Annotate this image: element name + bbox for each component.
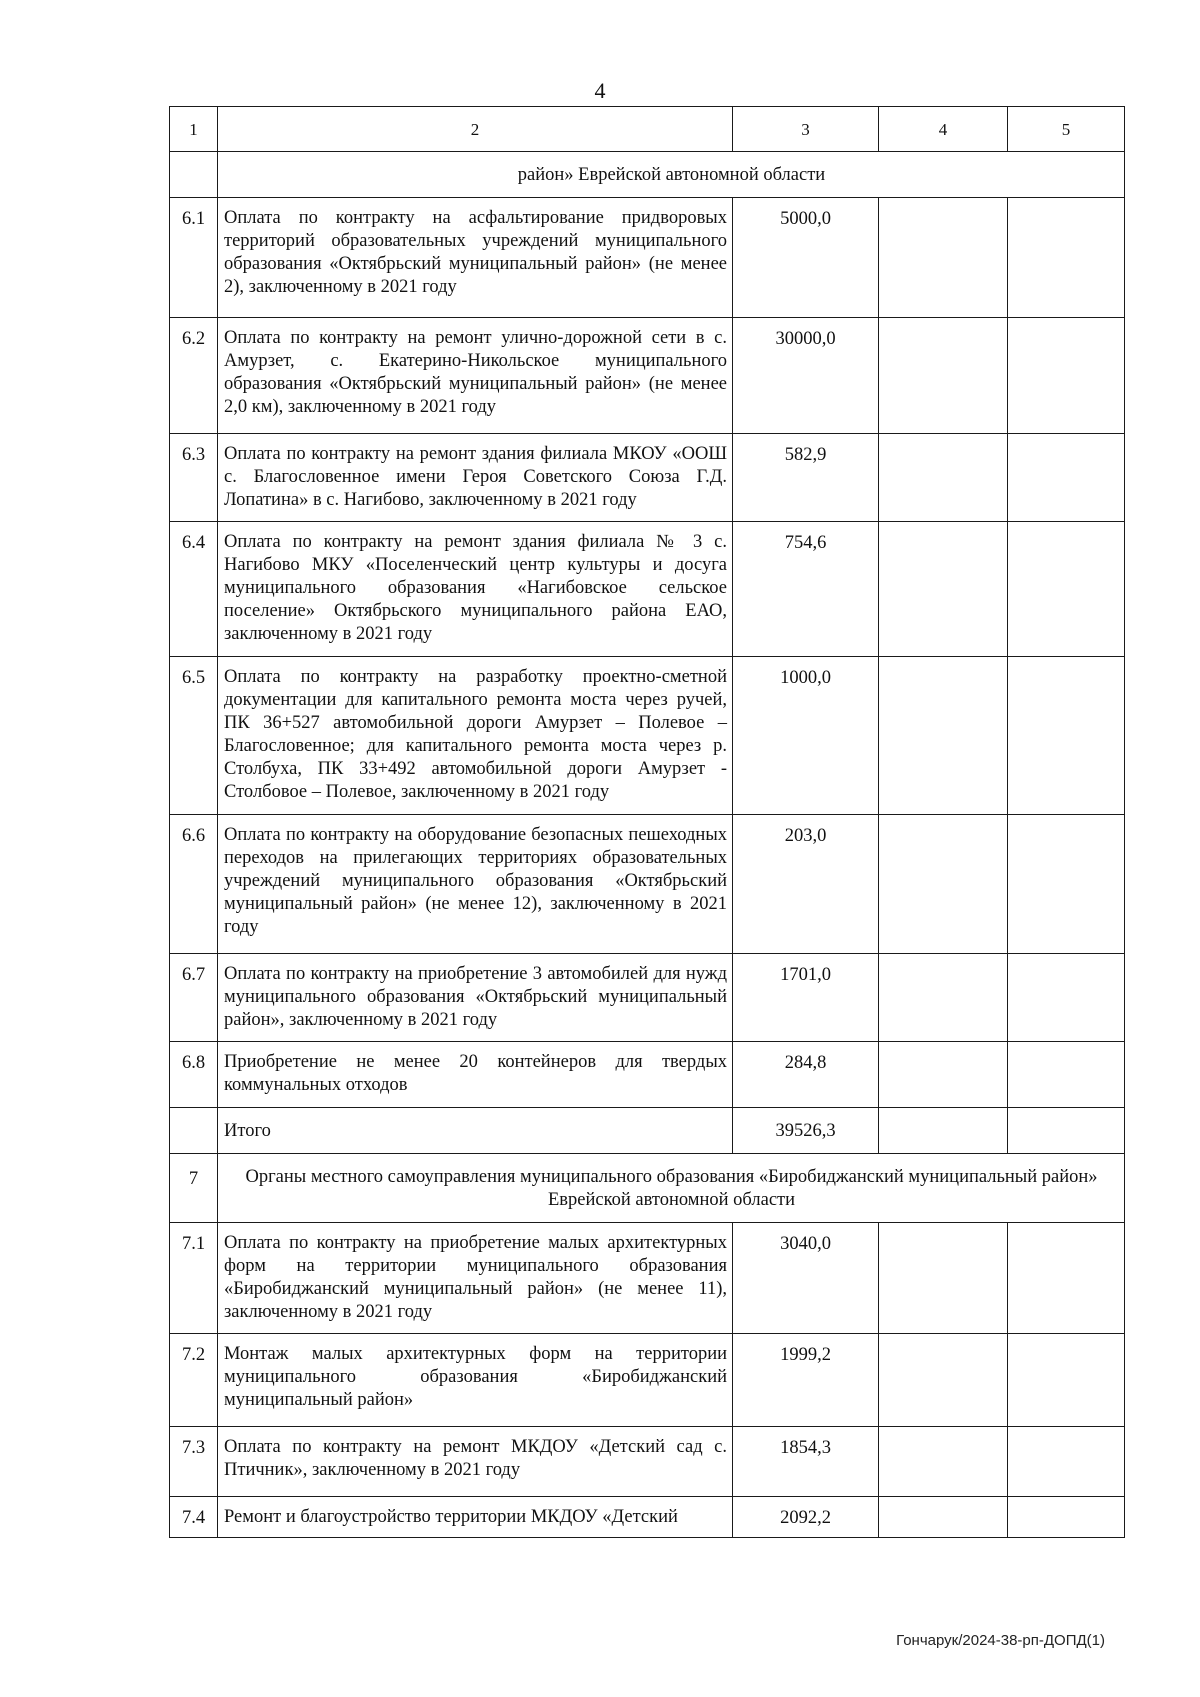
row-description: Оплата по контракту на ремонт здания филиала № 3 с. Нагибово МКУ «Поселенческий центр культуры и досуга муниципального образования «Нагибовское сельское поселение» Октябрьского муниципального района ЕАО, заключенному в 2021 году bbox=[218, 522, 733, 657]
row-description: Монтаж малых архитектурных форм на территории муниципального образования «Биробиджанский муниципальный район» bbox=[218, 1334, 733, 1427]
section-number: 7 bbox=[170, 1154, 218, 1223]
table-row bbox=[170, 954, 1125, 1042]
table-row bbox=[170, 815, 1125, 954]
row-number: 6.2 bbox=[170, 318, 218, 434]
row-number: 7.4 bbox=[170, 1497, 218, 1538]
row-description: Оплата по контракту на ремонт улично-дорожной сети в с. Амурзет, с. Екатерино-Никольское муниципального образования «Октябрьский муниципальный район» (не менее 2,0 км), заключенному в 2021 году bbox=[218, 318, 733, 434]
row-number: 6.7 bbox=[170, 954, 218, 1042]
section-title: Органы местного самоуправления муниципального образования «Биробиджанский муниципальный район» Еврейской автономной области bbox=[218, 1154, 1125, 1223]
row-amount: 1701,0 bbox=[733, 954, 879, 1042]
row-description: Оплата по контракту на оборудование безопасных пешеходных переходов на прилегающих территориях образовательных учреждений муниципального образования «Октябрьский муниципальный район» (не менее 12), заключенному в 2021 году bbox=[218, 815, 733, 954]
budget-table bbox=[169, 106, 1125, 1538]
page-number: 4 bbox=[594, 78, 606, 103]
row-number: 6.6 bbox=[170, 815, 218, 954]
table-row bbox=[170, 198, 1125, 318]
document-reference: Гончарук/2024-38-рп-ДОПД(1) bbox=[896, 1632, 1105, 1649]
header-col-3: 3 bbox=[733, 107, 879, 152]
header-col-4: 4 bbox=[879, 107, 1008, 152]
row-description: Оплата по контракту на приобретение малых архитектурных форм на территории муниципального образования «Биробиджанский муниципальный район» (не менее 11), заключенному в 2021 году bbox=[218, 1223, 733, 1334]
header-col-2: 2 bbox=[218, 107, 733, 152]
total-label: Итого bbox=[218, 1108, 733, 1154]
row-description: Оплата по контракту на приобретение 3 автомобилей для нужд муниципального образования «Октябрьский муниципальный район», заключенному в 2021 году bbox=[218, 954, 733, 1042]
header-col-1: 1 bbox=[170, 107, 218, 152]
row-amount: 203,0 bbox=[733, 815, 879, 954]
row-amount: 30000,0 bbox=[733, 318, 879, 434]
row-amount: 2092,2 bbox=[733, 1497, 879, 1538]
row-description: Оплата по контракту на ремонт МКДОУ «Детский сад с. Птичник», заключенному в 2021 году bbox=[218, 1427, 733, 1497]
row-number: 7.3 bbox=[170, 1427, 218, 1497]
header-col-5: 5 bbox=[1008, 107, 1125, 152]
row-amount: 284,8 bbox=[733, 1042, 879, 1108]
row-amount: 1999,2 bbox=[733, 1334, 879, 1427]
row-description: Оплата по контракту на разработку проектно-сметной документации для капитального ремонта моста через ручей, ПК 36+527 автомобильной дороги Амурзет – Полевое – Благословенное; для капитального ремонта моста через р. Столбуха, ПК 33+492 автомобильной дороги Амурзет - Столбовое – Полевое, заключенному в 2021 году bbox=[218, 657, 733, 815]
row-description: Ремонт и благоустройство территории МКДОУ «Детский bbox=[218, 1497, 733, 1538]
row-number: 6.5 bbox=[170, 657, 218, 815]
row-description: Оплата по контракту на ремонт здания филиала МКОУ «ООШ с. Благословенное имени Героя Советского Союза Г.Д. Лопатина» в с. Нагибово, заключенному в 2021 году bbox=[218, 434, 733, 522]
row-number: 7.1 bbox=[170, 1223, 218, 1334]
row-number: 7.2 bbox=[170, 1334, 218, 1427]
total-row bbox=[170, 1108, 1125, 1154]
table-row bbox=[170, 1334, 1125, 1427]
row-number: 6.3 bbox=[170, 434, 218, 522]
row-number: 6.8 bbox=[170, 1042, 218, 1108]
row-description: Оплата по контракту на асфальтирование придворовых территорий образовательных учреждений муниципального образования «Октябрьский муниципальный район» (не менее 2), заключенному в 2021 году bbox=[218, 198, 733, 318]
row-number: 6.4 bbox=[170, 522, 218, 657]
row-number: 6.1 bbox=[170, 198, 218, 318]
section-title: район» Еврейской автономной области bbox=[218, 152, 1125, 198]
table-row bbox=[170, 657, 1125, 815]
header-row bbox=[170, 107, 1125, 152]
table-row bbox=[170, 434, 1125, 522]
total-amount: 39526,3 bbox=[733, 1108, 879, 1154]
row-amount: 5000,0 bbox=[733, 198, 879, 318]
row-amount: 582,9 bbox=[733, 434, 879, 522]
table-row bbox=[170, 318, 1125, 434]
table-row bbox=[170, 1223, 1125, 1334]
table-row bbox=[170, 1042, 1125, 1108]
row-amount: 3040,0 bbox=[733, 1223, 879, 1334]
section-6-continuation bbox=[170, 152, 1125, 198]
table-row bbox=[170, 522, 1125, 657]
section-7-header bbox=[170, 1154, 1125, 1223]
row-amount: 1854,3 bbox=[733, 1427, 879, 1497]
row-description: Приобретение не менее 20 контейнеров для твердых коммунальных отходов bbox=[218, 1042, 733, 1108]
table-row bbox=[170, 1497, 1125, 1538]
row-amount: 1000,0 bbox=[733, 657, 879, 815]
row-amount: 754,6 bbox=[733, 522, 879, 657]
table-row bbox=[170, 1427, 1125, 1497]
